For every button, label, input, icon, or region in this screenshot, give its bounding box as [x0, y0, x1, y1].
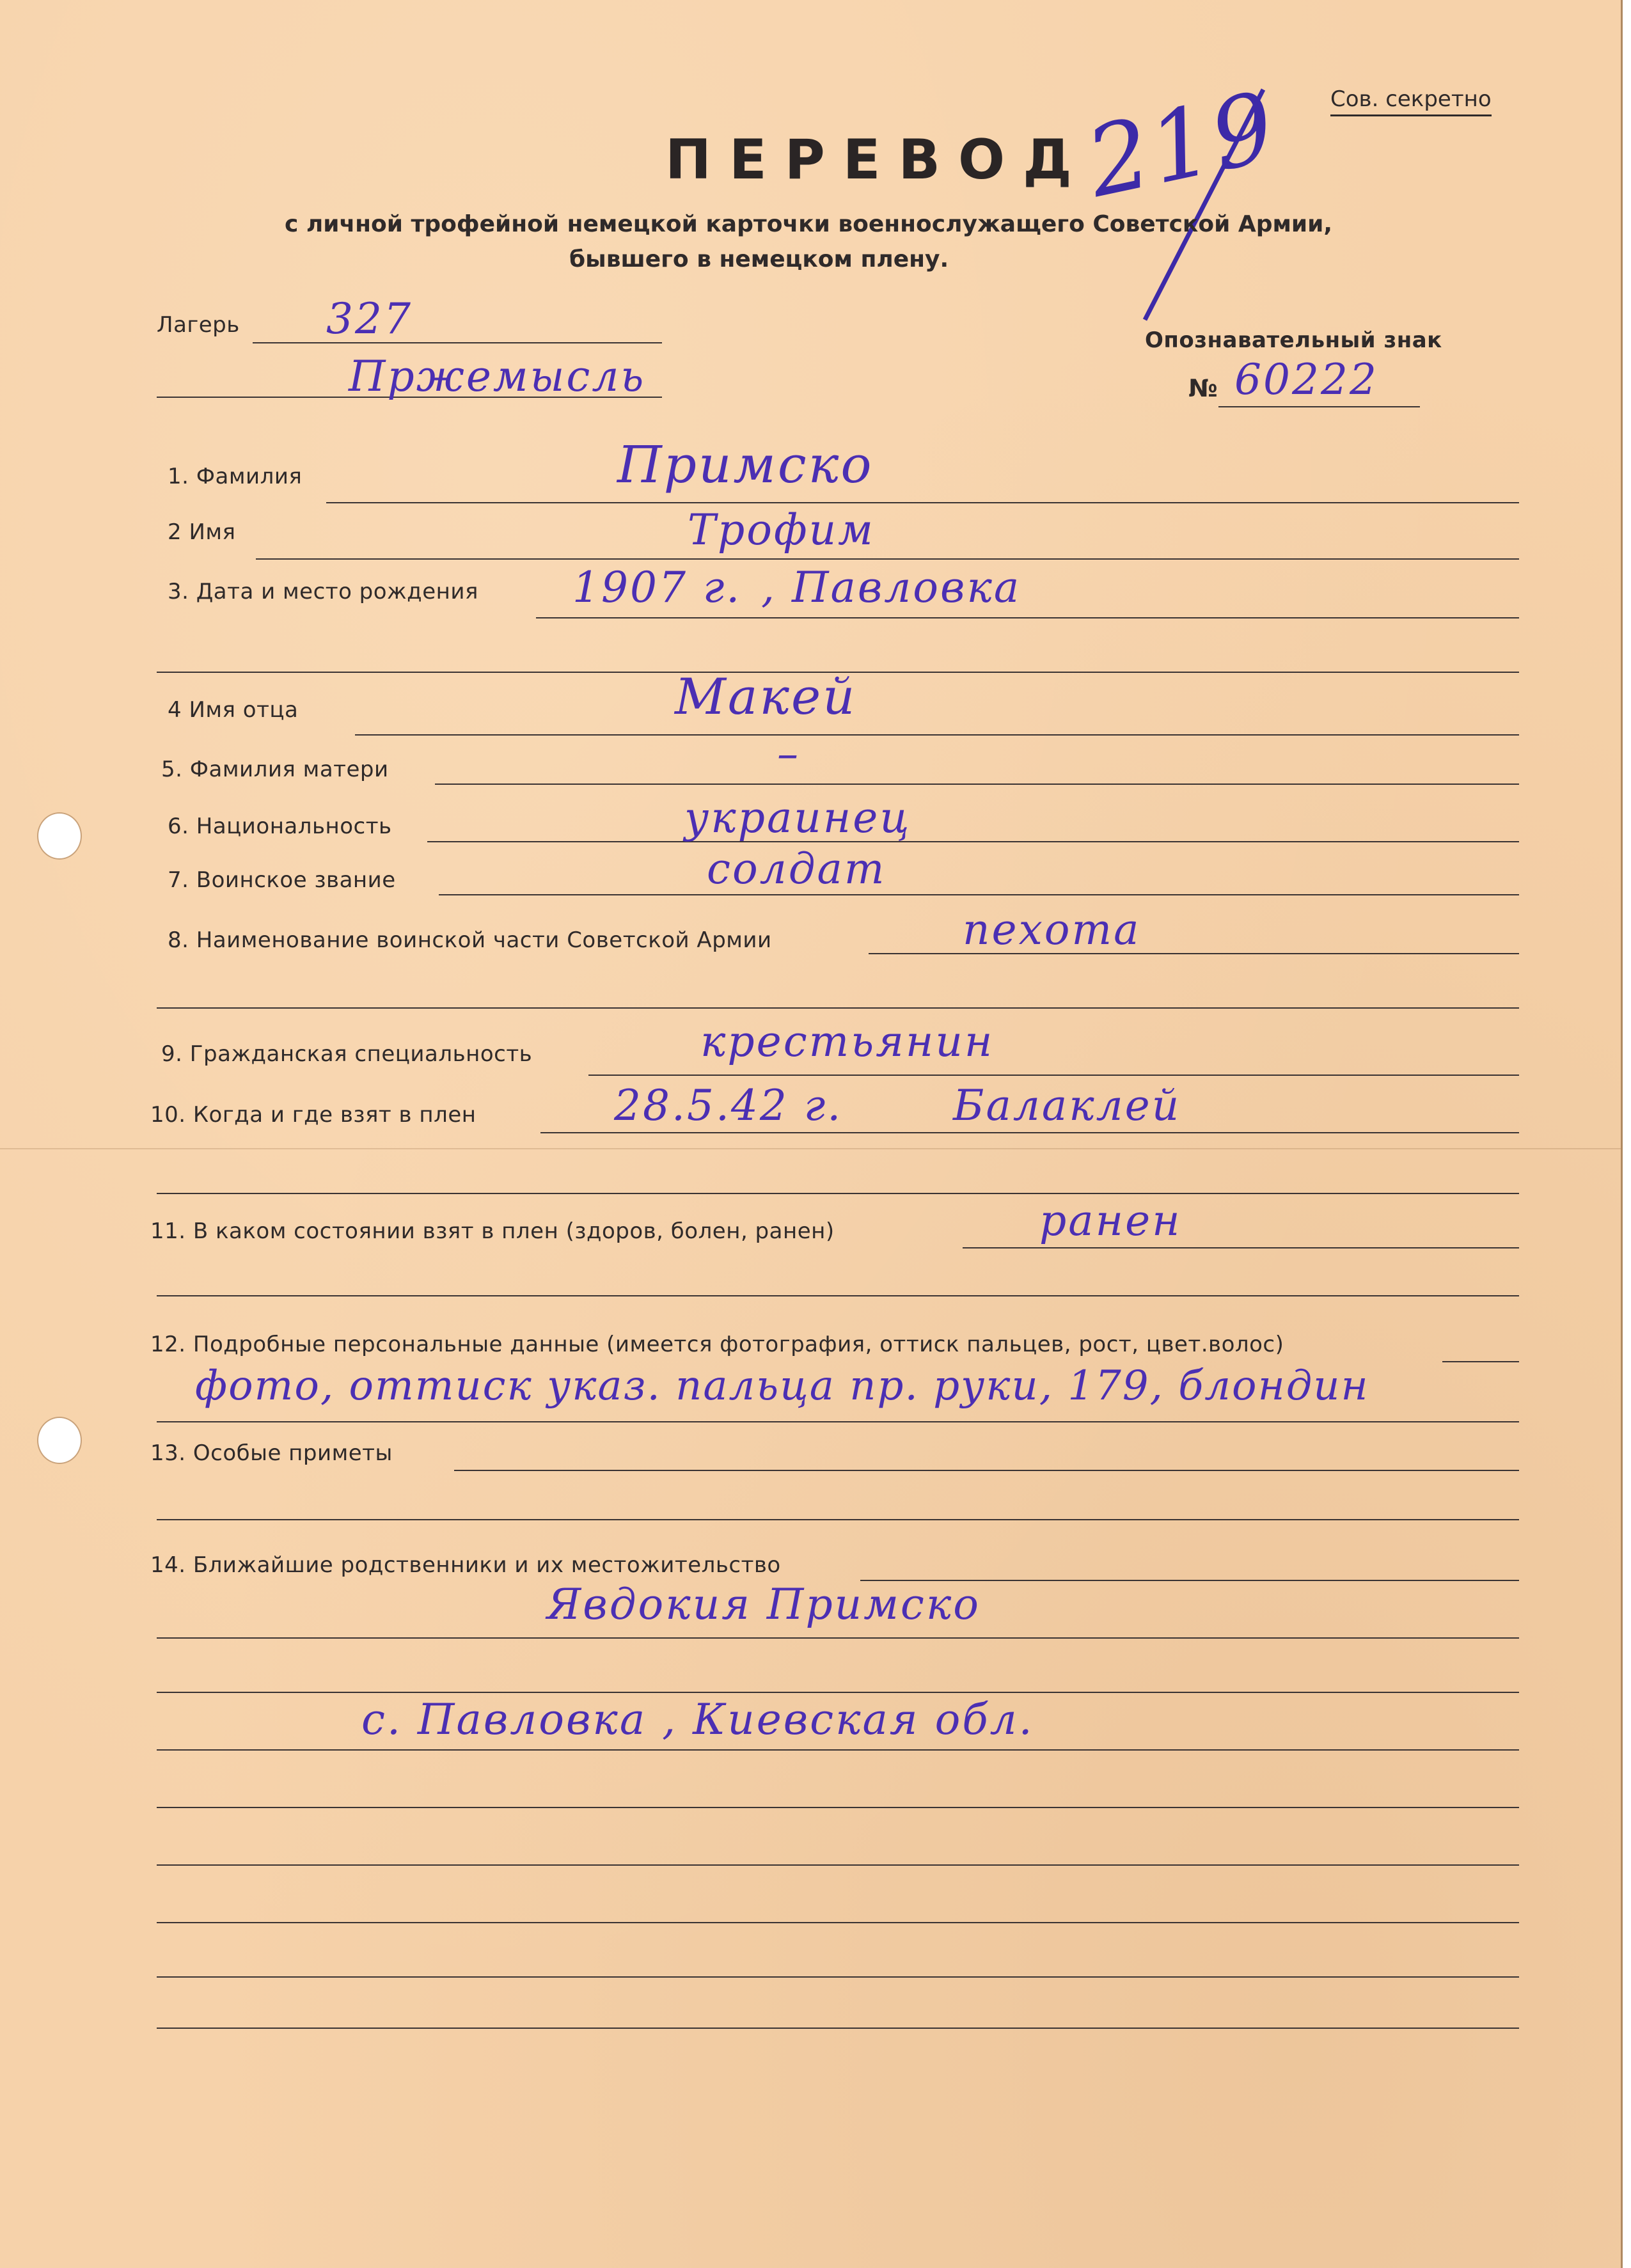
rank-line	[439, 894, 1519, 895]
father-label: 4 Имя отца	[168, 697, 299, 723]
condition-line	[963, 1247, 1519, 1248]
archive-slash-mark	[1132, 83, 1279, 326]
unit-label: 8. Наименование воинской части Советской Армии	[168, 927, 772, 953]
name-handwritten: Трофим	[688, 505, 875, 555]
condition-label: 11. В каком состоянии взят в плен (здоров, болен, ранен)	[150, 1218, 835, 1244]
nationality-line	[427, 841, 1519, 842]
captured-label: 10. Когда и где взят в плен	[150, 1102, 477, 1128]
camp-name-handwritten: Пржемысль	[349, 352, 646, 401]
captured-line	[540, 1132, 1519, 1133]
camp-number-line	[253, 342, 662, 343]
captured-line-2	[157, 1193, 1519, 1194]
relatives-line-5	[157, 1807, 1519, 1808]
captured-date-handwritten: 28.5.42 г.	[614, 1081, 843, 1130]
profession-label: 9. Гражданская специальность	[161, 1041, 533, 1067]
birth-label: 3. Дата и место рождения	[168, 579, 478, 604]
personal-label: 12. Подробные персональные данные (имеется фотография, оттиск пальцев, рост, цвет.волос)	[150, 1332, 1284, 1357]
subtitle-line-2: бывшего в немецком плену.	[569, 246, 949, 272]
secrecy-stamp: Сов. секретно	[1330, 86, 1492, 116]
unit-line-2	[157, 1007, 1519, 1009]
father-handwritten: Макей	[675, 668, 857, 726]
id-tag-handwritten: 60222	[1234, 355, 1378, 404]
name-line	[256, 558, 1519, 560]
name-label: 2 Имя	[168, 519, 236, 545]
mother-handwritten: –	[777, 729, 800, 778]
punch-hole-upper	[37, 812, 82, 860]
relatives-line-8	[157, 1976, 1519, 1978]
relatives-line-2	[157, 1637, 1519, 1639]
mother-line	[435, 784, 1519, 785]
relatives-line-4	[157, 1749, 1519, 1751]
relatives-line-7	[157, 1922, 1519, 1923]
marks-line-2	[157, 1519, 1519, 1520]
camp-label: Лагерь	[157, 312, 240, 338]
relatives-line-3	[157, 1692, 1519, 1693]
birth-line	[536, 617, 1519, 618]
mother-label: 5. Фамилия матери	[161, 757, 389, 782]
nationality-handwritten: украинец	[684, 793, 911, 842]
camp-number-handwritten: 327	[326, 294, 413, 343]
surname-label: 1. Фамилия	[168, 464, 303, 489]
relatives-label: 14. Ближайшие родственники и их местожительство	[150, 1552, 781, 1578]
unit-handwritten: пехота	[963, 905, 1141, 954]
surname-line	[326, 502, 1519, 503]
subtitle-line-1: с личной трофейной немецкой карточки военнослужащего Советской Армии,	[285, 211, 1333, 237]
profession-handwritten: крестьянин	[700, 1017, 995, 1066]
birth-year-handwritten: 1907 г.	[572, 563, 742, 612]
condition-handwritten: ранен	[1039, 1196, 1182, 1245]
relatives-handwritten-2: с. Павловка , Киевская обл.	[361, 1695, 1034, 1744]
relatives-line-6	[157, 1864, 1519, 1866]
birth-place-handwritten: , Павловка	[761, 563, 1021, 612]
personal-line-2	[157, 1421, 1519, 1422]
rank-handwritten: солдат	[707, 844, 886, 894]
profession-line	[588, 1075, 1519, 1076]
relatives-handwritten-1: Явдокия Примско	[547, 1580, 981, 1629]
father-line	[355, 734, 1519, 736]
relatives-line-9	[157, 2028, 1519, 2029]
nationality-label: 6. Национальность	[168, 814, 392, 839]
marks-line	[454, 1470, 1519, 1471]
condition-line-2	[157, 1295, 1519, 1296]
id-tag-no-label: №	[1188, 374, 1218, 402]
id-tag-line	[1218, 406, 1420, 407]
paper-fold	[0, 1148, 1621, 1149]
punch-hole-lower	[37, 1417, 82, 1464]
captured-place-handwritten: Балаклей	[953, 1081, 1181, 1130]
personal-line	[1442, 1361, 1519, 1362]
surname-handwritten: Примско	[617, 435, 874, 494]
page-title: ПЕРЕВОД	[665, 128, 1090, 192]
id-tag-label: Опознавательный знак	[1145, 327, 1442, 353]
rank-label: 7. Воинское звание	[168, 867, 396, 893]
marks-label: 13. Особые приметы	[150, 1440, 393, 1466]
personal-handwritten: фото, оттиск указ. пальца пр. руки, 179, блондин	[195, 1362, 1369, 1410]
archive-number-handwritten: 219	[1078, 71, 1286, 219]
